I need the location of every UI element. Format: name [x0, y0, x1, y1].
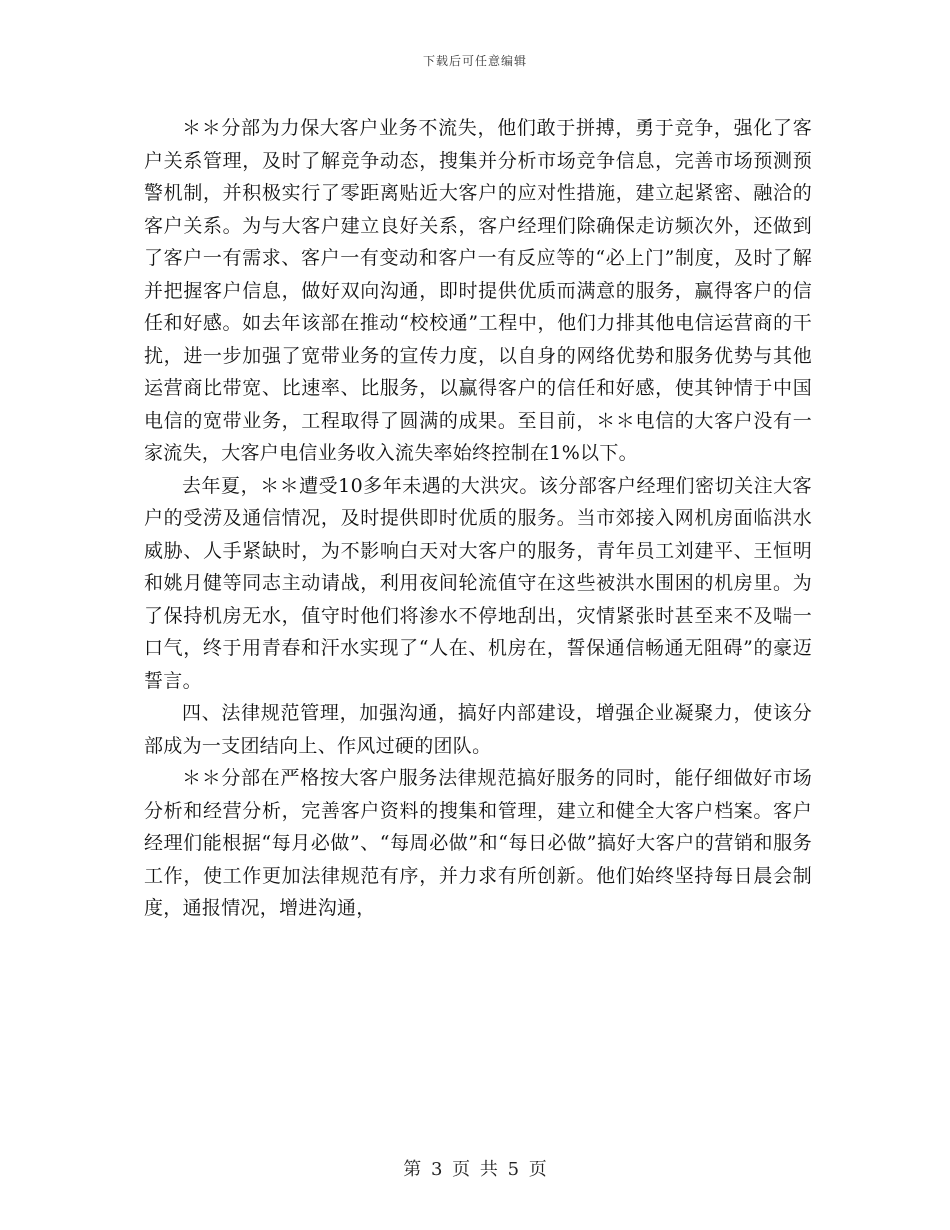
- paragraph-client-retention: ＊＊分部为力保大客户业务不流失，他们敢于拼搏，勇于竞争，强化了客户关系管理，及时了解竞争动态，搜集并分析市场竞争信息，完善市场预测预警机制，并积极实行了零距离贴近大客户的应对性措施，建立起紧密、融洽的客户关系。为与大客户建立良好关系，客户经理们除确保走访频次外，还做到了客户一有需求、客户一有变动和客户一有反应等的“必上门”制度，及时了解并把握客户信息，做好双向沟通，即时提供优质而满意的服务，赢得客户的信任和好感。如去年该部在推动“校校通”工程中，他们力排其他电信运营商的干扰，进一步加强了宽带业务的宣传力度，以自身的网络优势和服务优势与其他运营商比带宽、比速率、比服务，以赢得客户的信任和好感，使其钟情于中国电信的宽带业务，工程取得了圆满的成果。至目前，＊＊电信的大客户没有一家流失，大客户电信业务收入流失率始终控制在1%以下。: [144, 117, 812, 464]
- page-number-footer: 第 3 页 共 5 页: [403, 1159, 547, 1180]
- document-body: [144, 112, 812, 925]
- paragraph-flood-response: 去年夏，＊＊遭受10多年未遇的大洪灾。该分部客户经理们密切关注大客户的受涝及通信情况，及时提供即时优质的服务。当市郊接入网机房面临洪水威胁、人手紧缺时，为不影响白天对大客户的服务，青年员工刘建平、王恒明和姚月健等同志主动请战，利用夜间轮流值守在这些被洪水围困的机房里。为了保持机房无水，值守时他们将渗水不停地刮出，灾情紧张时甚至来不及喘一口气，终于用青春和汗水实现了“人在、机房在，誓保通信畅通无阻碍”的豪迈誓言。: [144, 474, 812, 692]
- paragraph-service-management: ＊＊分部在严格按大客户服务法律规范搞好服务的同时，能仔细做好市场分析和经营分析，完善客户资料的搜集和管理，建立和健全大客户档案。客户经理们能根据“每月必做”、“每周必做”和“每日必做”搞好大客户的营销和服务工作，使工作更加法律规范有序，并力求有所创新。他们始终坚持每日晨会制度，通报情况，增进沟通，: [144, 767, 812, 919]
- paragraph-section-four-heading: 四、法律规范管理，加强沟通，搞好内部建设，增强企业凝聚力，使该分部成为一支团结向上、作风过硬的团队。: [144, 702, 812, 757]
- page-header: 下载后可任意编辑: [422, 54, 527, 68]
